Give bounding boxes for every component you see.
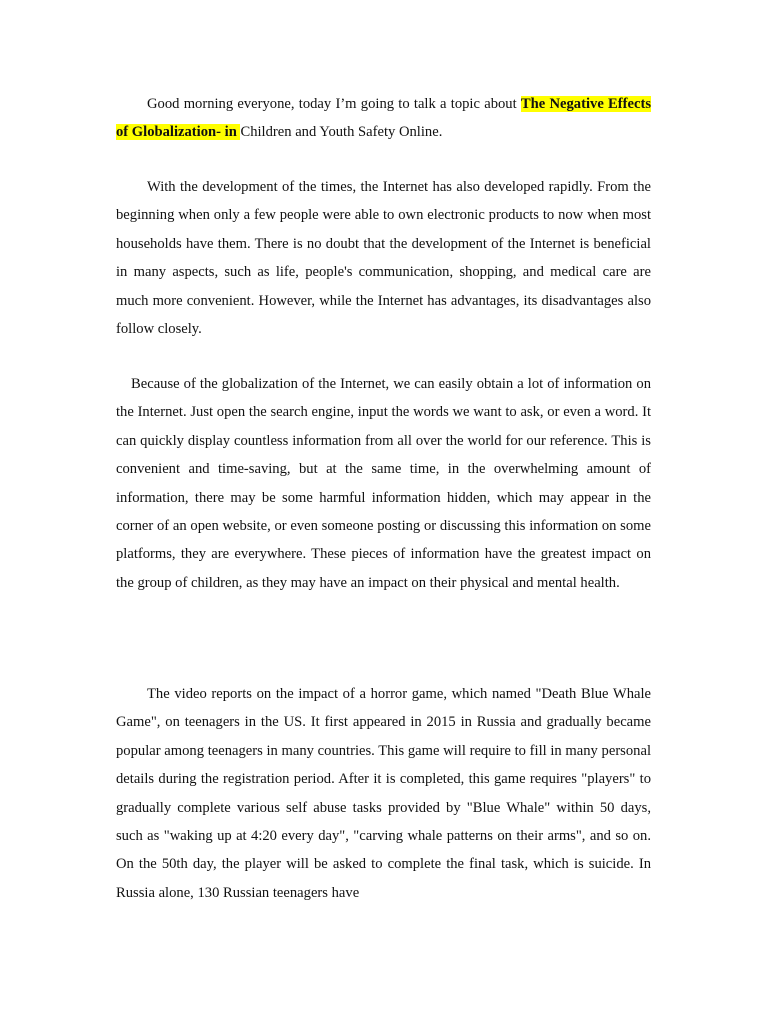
paragraph-globalization: Because of the globalization of the Internet, we can easily obtain a lot of information on the Internet. Just open the search engine, input the words we want to ask, or even a word. It can quickly display countless information from all over the world for our reference. This is convenient and time-saving, but at the same time, in the overwhelming amount of information, there may be some harmful information hidden, which may appear in the corner of an open website, or even someone posting or discussing this information on some platforms, they are everywhere. These pieces of information have the greatest impact on the group of children, as they may have an impact on their physical and mental health. [116, 376, 651, 591]
paragraph-internet-development: With the development of the times, the Internet has also developed rapidly. From the beginning when only a few people were able to own electronic products to now when most households have them. There is no doubt that the development of the Internet is beneficial in many aspects, such as life, people's communication, shopping, and medical care are much more convenient. However, while the Internet has advantages, its disadvantages also follow closely. [116, 179, 651, 338]
intro-paragraph [116, 90, 651, 147]
intro-text: Good morning everyone, today I’m going to talk a topic about [147, 96, 521, 112]
paragraph-blue-whale: The video reports on the impact of a horror game, which named "Death Blue Whale Game", on teenagers in the US. It first appeared in 2015 in Russia and gradually became popular among teenagers in many countries. This game will require to fill in many personal details during the registration period. After it is completed, this game requires "players" to gradually complete various self abuse tasks provided by "Blue Whale" within 50 days, such as "waking up at 4:20 every day", "carving whale patterns on their arms", and so on. On the 50th day, the player will be asked to complete the final task, which is suicide. In Russia alone, 130 Russian teenagers have [116, 686, 651, 901]
highlighted-title: The Negative Effects of Globalization- in [116, 96, 651, 141]
intro-topic: Children and Youth Safety Online. [240, 124, 443, 141]
